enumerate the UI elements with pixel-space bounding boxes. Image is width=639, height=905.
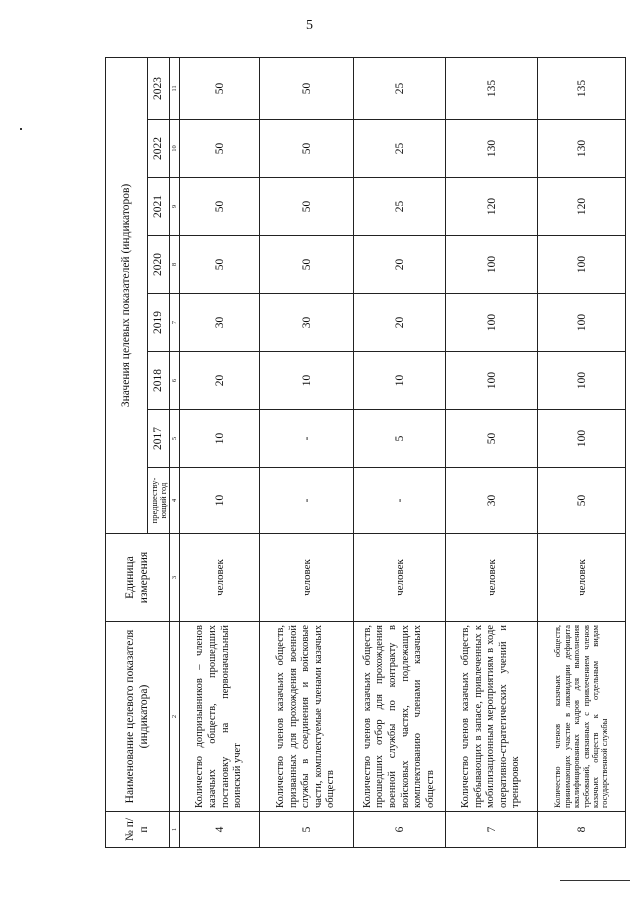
value-cell: 20 (180, 352, 260, 410)
header-year: 2021 (148, 178, 170, 236)
indicators-table (105, 57, 626, 848)
value-cell: 50 (260, 120, 354, 178)
scan-edge-line (560, 880, 630, 881)
value-cell: 130 (446, 120, 538, 178)
value-cell: 25 (354, 178, 446, 236)
header-year: 2022 (148, 120, 170, 178)
value-cell: 10 (260, 352, 354, 410)
index-cell: 11 (170, 57, 180, 119)
header-prev-year: предшеству-ющий год (148, 468, 170, 534)
value-cell: 130 (538, 120, 626, 178)
value-cell: 135 (446, 57, 538, 119)
row-number: 5 (260, 812, 354, 848)
value-cell: 50 (538, 468, 626, 534)
value-cell: 30 (260, 294, 354, 352)
rotated-table-area (105, 58, 615, 848)
index-cell: 2 (170, 622, 180, 812)
index-cell: 4 (170, 468, 180, 534)
table-row (446, 57, 538, 847)
value-cell: 20 (354, 236, 446, 294)
table-rotated-container (105, 58, 615, 848)
header-year: 2020 (148, 236, 170, 294)
page-number: 5 (306, 18, 313, 33)
value-cell: 135 (538, 57, 626, 119)
row-number: 4 (180, 812, 260, 848)
value-cell: 10 (354, 352, 446, 410)
index-cell: 10 (170, 120, 180, 178)
header-year: 2019 (148, 294, 170, 352)
header-num: № п/п (106, 812, 170, 848)
value-cell: 30 (180, 294, 260, 352)
value-cell: 100 (538, 294, 626, 352)
row-number: 6 (354, 812, 446, 848)
index-cell: 5 (170, 410, 180, 468)
value-cell: 120 (446, 178, 538, 236)
value-cell: 100 (538, 410, 626, 468)
value-cell: 25 (354, 57, 446, 119)
value-cell: 25 (354, 120, 446, 178)
indicator-name: Количество членов казачьих обществ, принимающих участие в ликвидации дефицита квалифицированных кадров для выполнения требований, связанных с привлечением членов казачьих обществ к отдельным видам государственной службы (538, 622, 626, 812)
unit-cell: человек (538, 534, 626, 622)
value-cell: 30 (446, 468, 538, 534)
index-cell: 3 (170, 534, 180, 622)
value-cell: - (260, 468, 354, 534)
value-cell: 50 (180, 120, 260, 178)
value-cell: 50 (446, 410, 538, 468)
value-cell: - (260, 410, 354, 468)
value-cell: 100 (446, 236, 538, 294)
table-row (538, 57, 626, 847)
indicator-name: Количество членов казачьих обществ, призванных для прохождения военной службы в соединения и войсковые части, комплектуемые членами казачьих обществ (260, 622, 354, 812)
indicator-name: Количество допризывников – членов казачьих обществ, прошедших постановку на первоначальный воинский учет (180, 622, 260, 812)
index-cell: 8 (170, 236, 180, 294)
scan-speck (20, 128, 22, 130)
indicator-name: Количество членов казачьих обществ, прошедших отбор для прохождения военной службы по контракту в войсковых частях, подлежащих комплектованию членами казачьих обществ (354, 622, 446, 812)
value-cell: 5 (354, 410, 446, 468)
row-number: 7 (446, 812, 538, 848)
index-cell: 1 (170, 812, 180, 848)
indicator-name: Количество членов казачьих обществ, пребывающих в запасе, привлеченных к мобилизационным мероприятиям в ходе оперативно-стратегических учений и тренировок (446, 622, 538, 812)
value-cell: 10 (180, 410, 260, 468)
header-year: 2017 (148, 410, 170, 468)
value-cell: 120 (538, 178, 626, 236)
value-cell: 50 (180, 178, 260, 236)
index-cell: 9 (170, 178, 180, 236)
value-cell: 50 (260, 178, 354, 236)
value-cell: 100 (446, 352, 538, 410)
header-name: Наименование целевого показателя (индикатора) (106, 622, 170, 812)
value-cell: 50 (260, 236, 354, 294)
unit-cell: человек (260, 534, 354, 622)
header-unit: Единица измерения (106, 534, 170, 622)
table-row (354, 57, 446, 847)
value-cell: 100 (538, 352, 626, 410)
unit-cell: человек (446, 534, 538, 622)
header-values-group: Значения целевых показателей (индикаторов) (106, 57, 148, 533)
index-cell: 6 (170, 352, 180, 410)
index-cell: 7 (170, 294, 180, 352)
row-number: 8 (538, 812, 626, 848)
unit-cell: человек (180, 534, 260, 622)
value-cell: - (354, 468, 446, 534)
unit-cell: человек (354, 534, 446, 622)
value-cell: 50 (180, 236, 260, 294)
value-cell: 50 (180, 57, 260, 119)
value-cell: 100 (446, 294, 538, 352)
value-cell: 50 (260, 57, 354, 119)
value-cell: 20 (354, 294, 446, 352)
header-year: 2018 (148, 352, 170, 410)
value-cell: 10 (180, 468, 260, 534)
value-cell: 100 (538, 236, 626, 294)
header-year: 2023 (148, 57, 170, 119)
table-row (180, 57, 260, 847)
table-row (260, 57, 354, 847)
